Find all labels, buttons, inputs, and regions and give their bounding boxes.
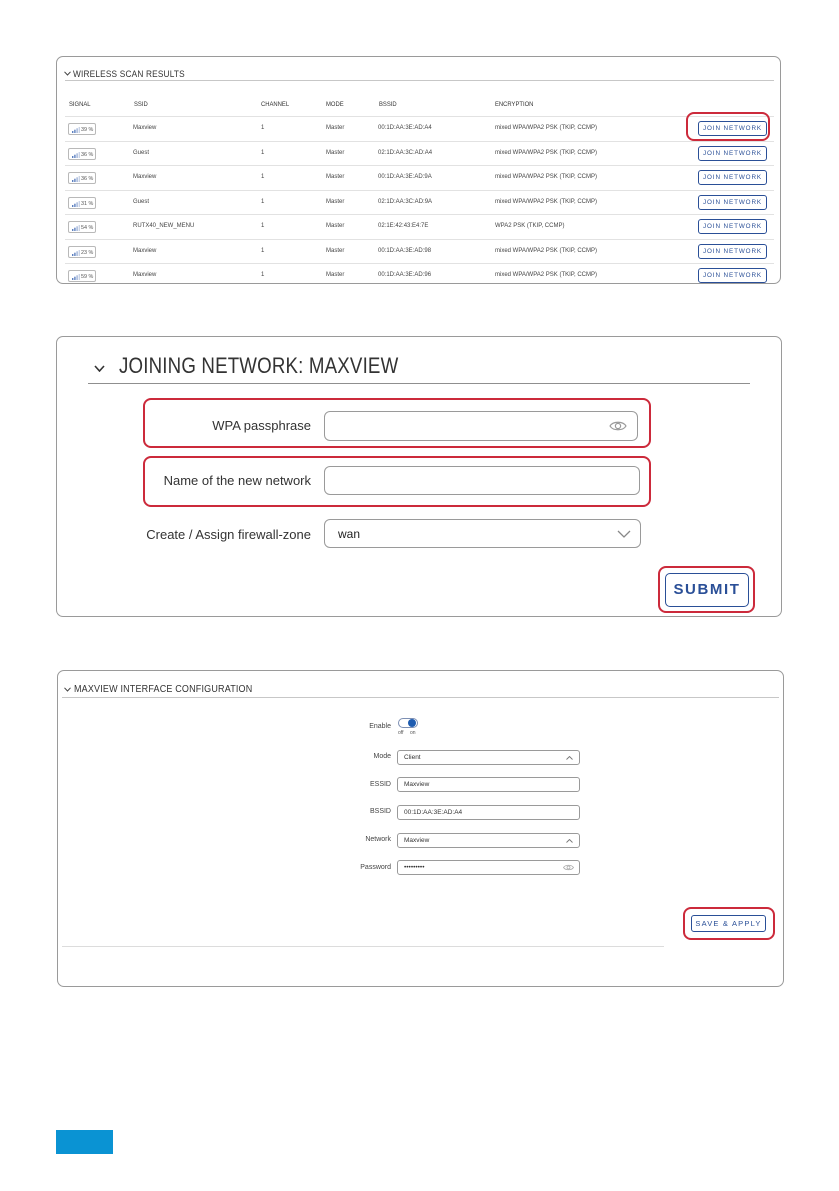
table-row (65, 141, 774, 165)
cell-mode: Master (326, 149, 345, 156)
join-network-button[interactable]: JOIN NETWORK (698, 146, 767, 161)
network-label: Network (365, 836, 391, 843)
toggle-off-label: off (398, 730, 404, 736)
chevron-down-icon[interactable] (94, 365, 105, 372)
panel-title: JOINING NETWORK: MAXVIEW (119, 353, 399, 378)
cell-ssid: Maxview (133, 125, 157, 131)
password-value: ••••••••• (404, 864, 425, 871)
signal-value: 31 % (81, 200, 94, 207)
toggle-on-label: on (410, 730, 416, 736)
signal-badge (68, 148, 96, 160)
signal-badge (68, 270, 96, 282)
signal-bars-icon (72, 250, 80, 256)
cell-bssid: 02:1D:AA:3C:AD:A4 (378, 149, 433, 156)
cell-mode: Master (326, 223, 345, 229)
panel-title: WIRELESS SCAN RESULTS (73, 69, 185, 79)
cell-ssid: Maxview (133, 247, 157, 254)
firewall-zone-value: wan (338, 527, 361, 541)
firewall-zone-select[interactable] (324, 519, 641, 548)
join-network-button[interactable]: JOIN NETWORK (698, 244, 767, 259)
network-name-label: Name of the new network (163, 473, 311, 488)
bssid-input[interactable] (397, 805, 580, 820)
signal-badge (68, 221, 96, 233)
cell-ssid: RUTX40_NEW_MENU (133, 223, 195, 229)
signal-bars-icon (72, 274, 80, 280)
cell-mode: Master (326, 125, 345, 131)
chevron-down-icon (617, 530, 631, 538)
cell-ssid: Maxview (133, 272, 157, 278)
signal-value: 39 % (81, 127, 94, 133)
highlight-submit (658, 566, 755, 613)
cell-encryption: mixed WPA/WPA2 PSK (TKIP, CCMP) (495, 174, 598, 180)
cell-encryption: mixed WPA/WPA2 PSK (TKIP, CCMP) (495, 125, 598, 131)
cell-channel: 1 (261, 125, 265, 131)
mode-value: Client (404, 754, 421, 761)
cell-encryption: WPA2 PSK (TKIP, CCMP) (495, 223, 565, 229)
cell-channel: 1 (261, 223, 265, 229)
cell-channel: 1 (261, 247, 265, 254)
highlight-network-name (143, 456, 651, 507)
cell-channel: 1 (261, 272, 265, 278)
signal-bars-icon (72, 127, 80, 133)
eye-icon[interactable] (563, 864, 574, 871)
wpa-passphrase-label: WPA passphrase (212, 418, 311, 433)
signal-bars-icon (72, 225, 80, 231)
bssid-label: BSSID (369, 808, 391, 815)
network-value: Maxview (404, 837, 430, 844)
table-row (65, 165, 774, 189)
signal-value: 59 % (81, 274, 94, 280)
cell-encryption: mixed WPA/WPA2 PSK (TKIP, CCMP) (495, 149, 598, 156)
cell-mode: Master (326, 198, 345, 205)
signal-badge (68, 197, 96, 209)
bssid-value: 00:1D:AA:3E:AD:A4 (404, 809, 463, 816)
signal-badge (68, 172, 96, 184)
col-header-signal: SIGNAL (69, 101, 91, 108)
mode-select[interactable] (397, 750, 580, 765)
highlight-save-apply (683, 907, 775, 940)
signal-bars-icon (72, 176, 80, 182)
signal-badge (68, 246, 96, 258)
divider (88, 383, 750, 384)
cell-encryption: mixed WPA/WPA2 PSK (TKIP, CCMP) (495, 198, 598, 205)
chevron-up-icon (566, 756, 573, 760)
table-row (65, 116, 774, 140)
col-header-bssid: BSSID (379, 101, 397, 108)
cell-bssid: 00:1D:AA:3E:AD:A4 (378, 125, 432, 131)
enable-toggle[interactable] (398, 718, 418, 728)
password-label: Password (360, 864, 391, 871)
col-header-channel: CHANNEL (261, 101, 290, 108)
join-network-button[interactable]: JOIN NETWORK (698, 219, 767, 234)
signal-value: 54 % (81, 225, 94, 231)
cell-channel: 1 (261, 174, 265, 180)
highlight-passphrase (143, 398, 651, 448)
cell-mode: Master (326, 174, 345, 180)
divider (62, 946, 664, 947)
cell-bssid: 02:1D:AA:3C:AD:9A (378, 198, 433, 205)
join-network-button[interactable]: JOIN NETWORK (698, 170, 767, 185)
chevron-down-icon[interactable] (64, 71, 71, 76)
join-network-button[interactable]: JOIN NETWORK (698, 268, 767, 283)
cell-encryption: mixed WPA/WPA2 PSK (TKIP, CCMP) (495, 247, 598, 254)
essid-label: ESSID (369, 781, 391, 788)
enable-label: Enable (369, 723, 391, 730)
cell-ssid: Guest (133, 149, 150, 156)
interface-config-panel (57, 670, 784, 987)
cell-ssid: Maxview (133, 174, 157, 180)
col-header-encryption: ENCRYPTION (495, 101, 534, 108)
signal-bars-icon (72, 201, 80, 207)
cell-bssid: 00:1D:AA:3E:AD:9A (378, 174, 432, 180)
essid-input[interactable] (397, 777, 580, 792)
page-footer-block (56, 1130, 113, 1154)
firewall-zone-label: Create / Assign firewall-zone (146, 527, 311, 542)
col-header-mode: MODE (326, 101, 344, 108)
table-row (65, 214, 774, 238)
join-network-panel (56, 336, 782, 617)
chevron-up-icon (566, 839, 573, 843)
cell-encryption: mixed WPA/WPA2 PSK (TKIP, CCMP) (495, 272, 598, 278)
save-apply-button[interactable]: SAVE & APPLY (691, 915, 766, 932)
cell-channel: 1 (261, 198, 265, 205)
signal-bars-icon (72, 152, 80, 158)
cell-bssid: 02:1E:42:43:E4:7E (378, 223, 429, 229)
cell-mode: Master (326, 247, 345, 254)
network-select[interactable] (397, 833, 580, 848)
divider (62, 697, 779, 698)
cell-mode: Master (326, 272, 345, 278)
cell-ssid: Guest (133, 198, 150, 205)
divider (65, 80, 774, 81)
essid-value: Maxview (404, 781, 430, 788)
signal-badge (68, 123, 96, 135)
highlight-join-network (686, 112, 770, 141)
join-network-button[interactable]: JOIN NETWORK (698, 195, 767, 210)
signal-value: 23 % (81, 249, 94, 256)
submit-button[interactable]: SUBMIT (665, 573, 749, 607)
scan-results-panel (56, 56, 781, 284)
chevron-down-icon[interactable] (64, 687, 71, 692)
cell-channel: 1 (261, 149, 265, 156)
toggle-knob (408, 719, 416, 727)
mode-label: Mode (373, 753, 391, 760)
cell-bssid: 00:1D:AA:3E:AD:98 (378, 247, 432, 254)
table-row (65, 190, 774, 214)
cell-bssid: 00:1D:AA:3E:AD:96 (378, 272, 432, 278)
table-row (65, 263, 774, 287)
col-header-ssid: SSID (134, 101, 148, 108)
join-network-button[interactable]: JOIN NETWORK (698, 121, 767, 136)
signal-value: 36 % (81, 151, 94, 158)
panel-title: MAXVIEW INTERFACE CONFIGURATION (74, 684, 253, 695)
password-input[interactable] (397, 860, 580, 875)
signal-value: 36 % (81, 176, 94, 182)
table-row (65, 239, 774, 263)
